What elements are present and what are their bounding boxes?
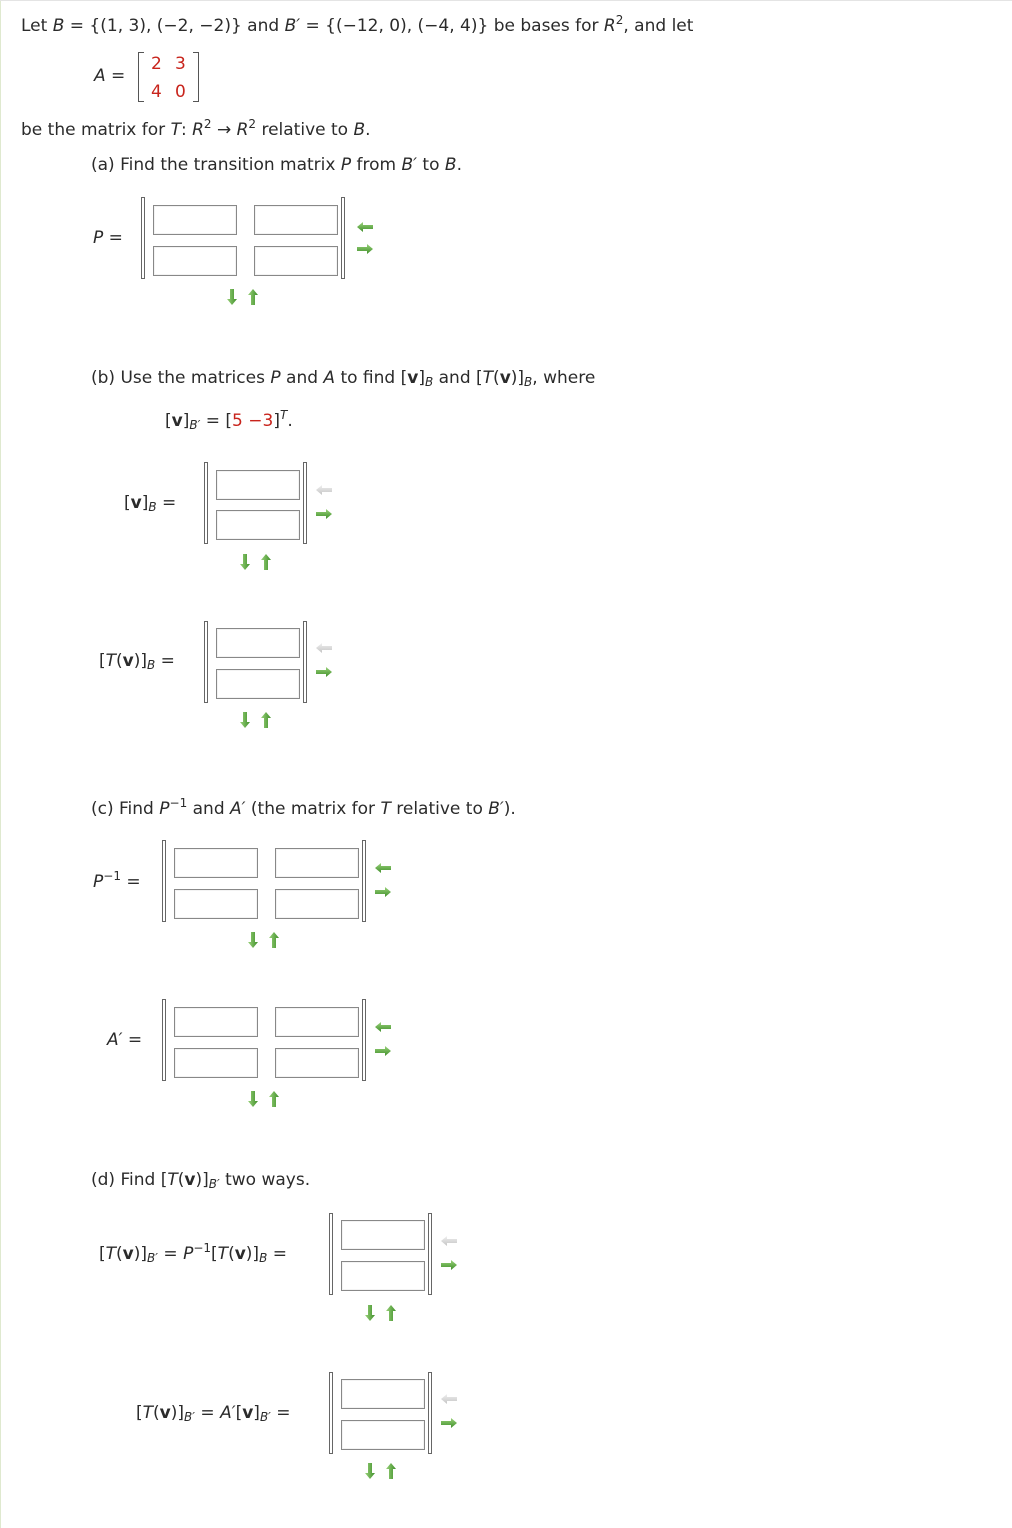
arrow-right-icon[interactable] [441, 1260, 457, 1270]
aprime-left-bracket [162, 999, 166, 1081]
part-a-question: (a) Find the transition matrix P from B′ to B. [91, 155, 462, 175]
arrow-left-icon[interactable] [375, 1022, 391, 1032]
arrow-up-icon[interactable] [248, 289, 258, 305]
p-label: P = [93, 228, 123, 248]
aprime-input-21[interactable] [174, 1048, 258, 1078]
p-input-12[interactable] [254, 205, 338, 235]
arrow-up-icon[interactable] [269, 1091, 279, 1107]
arrow-down-icon[interactable] [365, 1305, 375, 1321]
tvbp-eq1-input-1[interactable] [341, 1220, 425, 1250]
tvb-input-2[interactable] [216, 669, 300, 699]
vb-left-bracket [204, 462, 208, 544]
vb-right-bracket [303, 462, 307, 544]
a-entry-22: 0 [175, 82, 186, 102]
arrow-right-icon[interactable] [441, 1418, 457, 1428]
arrow-down-icon[interactable] [240, 712, 250, 728]
matrix-for-text: be the matrix for T: $R^2 \to R^2$ relative to B. [21, 117, 371, 140]
arrow-right-icon[interactable] [375, 887, 391, 897]
aprime-input-12[interactable] [275, 1007, 359, 1037]
p-input-11[interactable] [153, 205, 237, 235]
arrow-left-icon[interactable] [375, 863, 391, 873]
pinv-label: $P^{-1}$ = [93, 869, 141, 892]
arrow-left-icon [441, 1236, 457, 1246]
arrow-right-icon[interactable] [375, 1046, 391, 1056]
tvbp-eq2-right-bracket [428, 1372, 432, 1454]
arrow-up-icon[interactable] [261, 554, 271, 570]
arrow-down-icon[interactable] [240, 554, 250, 570]
pinv-input-21[interactable] [174, 889, 258, 919]
arrow-right-icon[interactable] [316, 509, 332, 519]
a-entry-21: 4 [151, 82, 162, 102]
a-entry-12: 3 [175, 54, 186, 74]
tvb-input-1[interactable] [216, 628, 300, 658]
arrow-up-icon[interactable] [386, 1463, 396, 1479]
tvbp-eq2-input-1[interactable] [341, 1379, 425, 1409]
arrow-up-icon[interactable] [269, 932, 279, 948]
given-vector: $[v]_{B'} = [5 -3]^T$. [165, 408, 293, 432]
tvbp-eq2-label: $[T(v)]_{B'} = A'[v]_{B'}$ = [136, 1403, 291, 1424]
p-matrix-right-bracket [341, 197, 345, 279]
arrow-right-icon[interactable] [357, 244, 373, 254]
pinv-input-12[interactable] [275, 848, 359, 878]
part-c-question: (c) Find $P^{-1}$ and A′ (the matrix for T relative to B′). [91, 796, 516, 819]
pinv-right-bracket [362, 840, 366, 922]
intro-text: Let B = {(1, 3), (−2, −2)} and B′ = {(−12, 0), (−4, 4)} be bases for $R^2$, and let [21, 13, 694, 36]
arrow-up-icon[interactable] [261, 712, 271, 728]
tvbp-eq1-right-bracket [428, 1213, 432, 1295]
tvbp-eq1-left-bracket [329, 1213, 333, 1295]
tvbp-eq1-input-2[interactable] [341, 1261, 425, 1291]
frame-border-left [0, 0, 1, 1528]
arrow-right-icon[interactable] [316, 667, 332, 677]
arrow-up-icon[interactable] [386, 1305, 396, 1321]
part-b-question: (b) Use the matrices P and A to find $[v]_B$ and $[T(v)]_B$, where [91, 368, 596, 389]
pinv-left-bracket [162, 840, 166, 922]
pinv-input-22[interactable] [275, 889, 359, 919]
arrow-left-icon [316, 485, 332, 495]
arrow-left-icon [316, 643, 332, 653]
arrow-left-icon [441, 1394, 457, 1404]
arrow-left-icon[interactable] [357, 222, 373, 232]
arrow-down-icon[interactable] [248, 932, 258, 948]
frame-border-top [0, 0, 1012, 1]
p-input-22[interactable] [254, 246, 338, 276]
arrow-down-icon[interactable] [365, 1463, 375, 1479]
part-d-question: (d) Find $[T(v)]_{B'}$ two ways. [91, 1170, 311, 1191]
aprime-right-bracket [362, 999, 366, 1081]
a-matrix-label: A = [94, 66, 126, 86]
tvbp-eq2-left-bracket [329, 1372, 333, 1454]
tvbp-eq1-label: $[T(v)]_{B'} = P^{-1}[T(v)]_B$ = [99, 1241, 287, 1265]
a-matrix-left-bracket [138, 52, 144, 102]
vb-input-1[interactable] [216, 470, 300, 500]
arrow-down-icon[interactable] [248, 1091, 258, 1107]
a-entry-11: 2 [151, 54, 162, 74]
tvb-left-bracket [204, 621, 208, 703]
tvbp-eq2-input-2[interactable] [341, 1420, 425, 1450]
aprime-input-11[interactable] [174, 1007, 258, 1037]
aprime-input-22[interactable] [275, 1048, 359, 1078]
p-input-21[interactable] [153, 246, 237, 276]
vb-label: $[v]_B$ = [124, 493, 177, 514]
p-matrix-left-bracket [141, 197, 145, 279]
tvb-label: $[T(v)]_B$ = [99, 651, 175, 672]
aprime-label: A′ = [107, 1030, 143, 1050]
a-matrix-right-bracket [193, 52, 199, 102]
arrow-down-icon[interactable] [227, 289, 237, 305]
vb-input-2[interactable] [216, 510, 300, 540]
tvb-right-bracket [303, 621, 307, 703]
pinv-input-11[interactable] [174, 848, 258, 878]
